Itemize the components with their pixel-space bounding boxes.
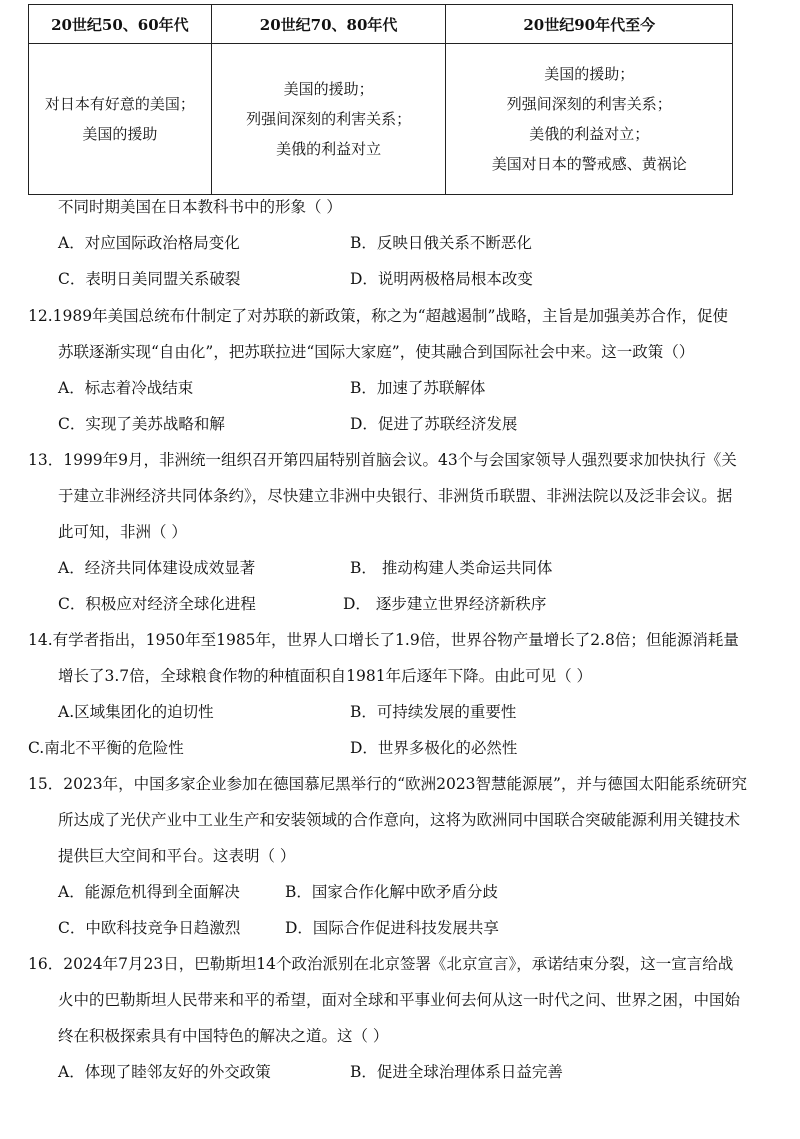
cell-line: 列强间深刻的利害关系；	[246, 110, 412, 128]
option-b: B． 推动构建人类命运共同体	[350, 559, 553, 577]
cell-line: 列强间深刻的利害关系；	[506, 95, 672, 113]
question-stem: 此可知，非洲（ ）	[58, 523, 187, 541]
table-row	[29, 44, 733, 195]
option-a: A.区域集团化的迫切性	[58, 703, 214, 721]
option-c: C．实现了美苏战略和解	[58, 415, 225, 433]
option-a: A．经济共同体建设成效显著	[58, 559, 256, 577]
option-a: A．能源危机得到全面解决	[58, 883, 240, 901]
table-header: 20世纪90年代至今	[446, 5, 733, 44]
comparison-table	[28, 4, 733, 195]
table-header: 20世纪70、80年代	[211, 5, 446, 44]
option-c: C．积极应对经济全球化进程	[58, 595, 256, 613]
option-b: B．国家合作化解中欧矛盾分歧	[285, 883, 498, 901]
option-b: B．加速了苏联解体	[350, 379, 486, 397]
option-c: C.南北不平衡的危险性	[28, 739, 184, 757]
option-d: D．说明两极格局根本改变	[350, 270, 533, 288]
table-cell	[211, 44, 446, 195]
question-stem: 增长了3.7倍，全球粮食作物的种植面积自1981年后逐年下降。由此可见（ ）	[58, 667, 593, 685]
question-stem: 不同时期美国在日本教科书中的形象（ ）	[58, 198, 342, 216]
table-cell	[29, 44, 212, 195]
question-stem: 提供巨大空间和平台。这表明（ ）	[58, 847, 296, 865]
cell-line: 对日本有好意的美国；	[44, 95, 195, 113]
cell-line: 美国的援助；	[283, 80, 374, 98]
question-stem: 于建立非洲经济共同体条约》，尽快建立非洲中央银行、非洲货币联盟、非洲法院以及泛非会议。据	[58, 487, 733, 505]
cell-line: 美国的援助	[82, 125, 158, 143]
cell-line: 美俄的利益对立	[276, 140, 382, 158]
cell-line: 美国对日本的警戒感、黄祸论	[491, 155, 687, 173]
option-a: A．体现了睦邻友好的外交政策	[58, 1063, 271, 1081]
cell-line: 美俄的利益对立；	[529, 125, 650, 143]
question-stem: 15．2023年，中国多家企业参加在德国慕尼黑举行的“欧洲2023智慧能源展”，并与德国太阳能系统研究	[28, 775, 747, 793]
cell-line: 美国的援助；	[544, 65, 635, 83]
question-stem: 所达成了光伏产业中工业生产和安装领域的合作意向，这将为欧洲同中国联合突破能源利用关键技术	[58, 811, 741, 829]
option-a: A．对应国际政治格局变化	[58, 234, 240, 252]
option-d: D．国际合作促进科技发展共享	[285, 919, 499, 937]
option-d: D．世界多极化的必然性	[350, 739, 518, 757]
option-d: D． 逐步建立世界经济新秩序	[343, 595, 547, 613]
option-b: B．促进全球治理体系日益完善	[350, 1063, 563, 1081]
option-d: D．促进了苏联经济发展	[350, 415, 518, 433]
option-c: C．表明日美同盟关系破裂	[58, 270, 241, 288]
option-b: B．反映日俄关系不断恶化	[350, 234, 532, 252]
table-cell	[446, 44, 733, 195]
table-header-row	[29, 5, 733, 44]
question-stem: 苏联逐渐实现“自由化”，把苏联拉进“国际大家庭”，使其融合到国际社会中来。这一政策（）	[58, 343, 695, 361]
question-stem: 终在积极探索具有中国特色的解决之道。这（ ）	[58, 1027, 389, 1045]
table-header: 20世纪50、60年代	[29, 5, 212, 44]
question-stem: 14.有学者指出，1950年至1985年，世界人口增长了1.9倍，世界谷物产量增长了2.8倍；但能源消耗量	[28, 631, 739, 649]
question-stem: 火中的巴勒斯坦人民带来和平的希望，面对全球和平事业何去何从这一时代之问、世界之困，中国始	[58, 991, 741, 1009]
option-b: B．可持续发展的重要性	[350, 703, 517, 721]
option-a: A．标志着冷战结束	[58, 379, 194, 397]
option-c: C．中欧科技竞争日趋激烈	[58, 919, 241, 937]
question-stem: 16．2024年7月23日，巴勒斯坦14个政治派别在北京签署《北京宣言》，承诺结束分裂，这一宣言给战	[28, 955, 734, 973]
question-stem: 13．1999年9月，非洲统一组织召开第四届特别首脑会议。43个与会国家领导人强烈要求加快执行《关	[28, 451, 737, 469]
question-stem: 12.1989年美国总统布什制定了对苏联的新政策，称之为“超越遏制”战略，主旨是加强美苏合作，促使	[28, 307, 728, 325]
